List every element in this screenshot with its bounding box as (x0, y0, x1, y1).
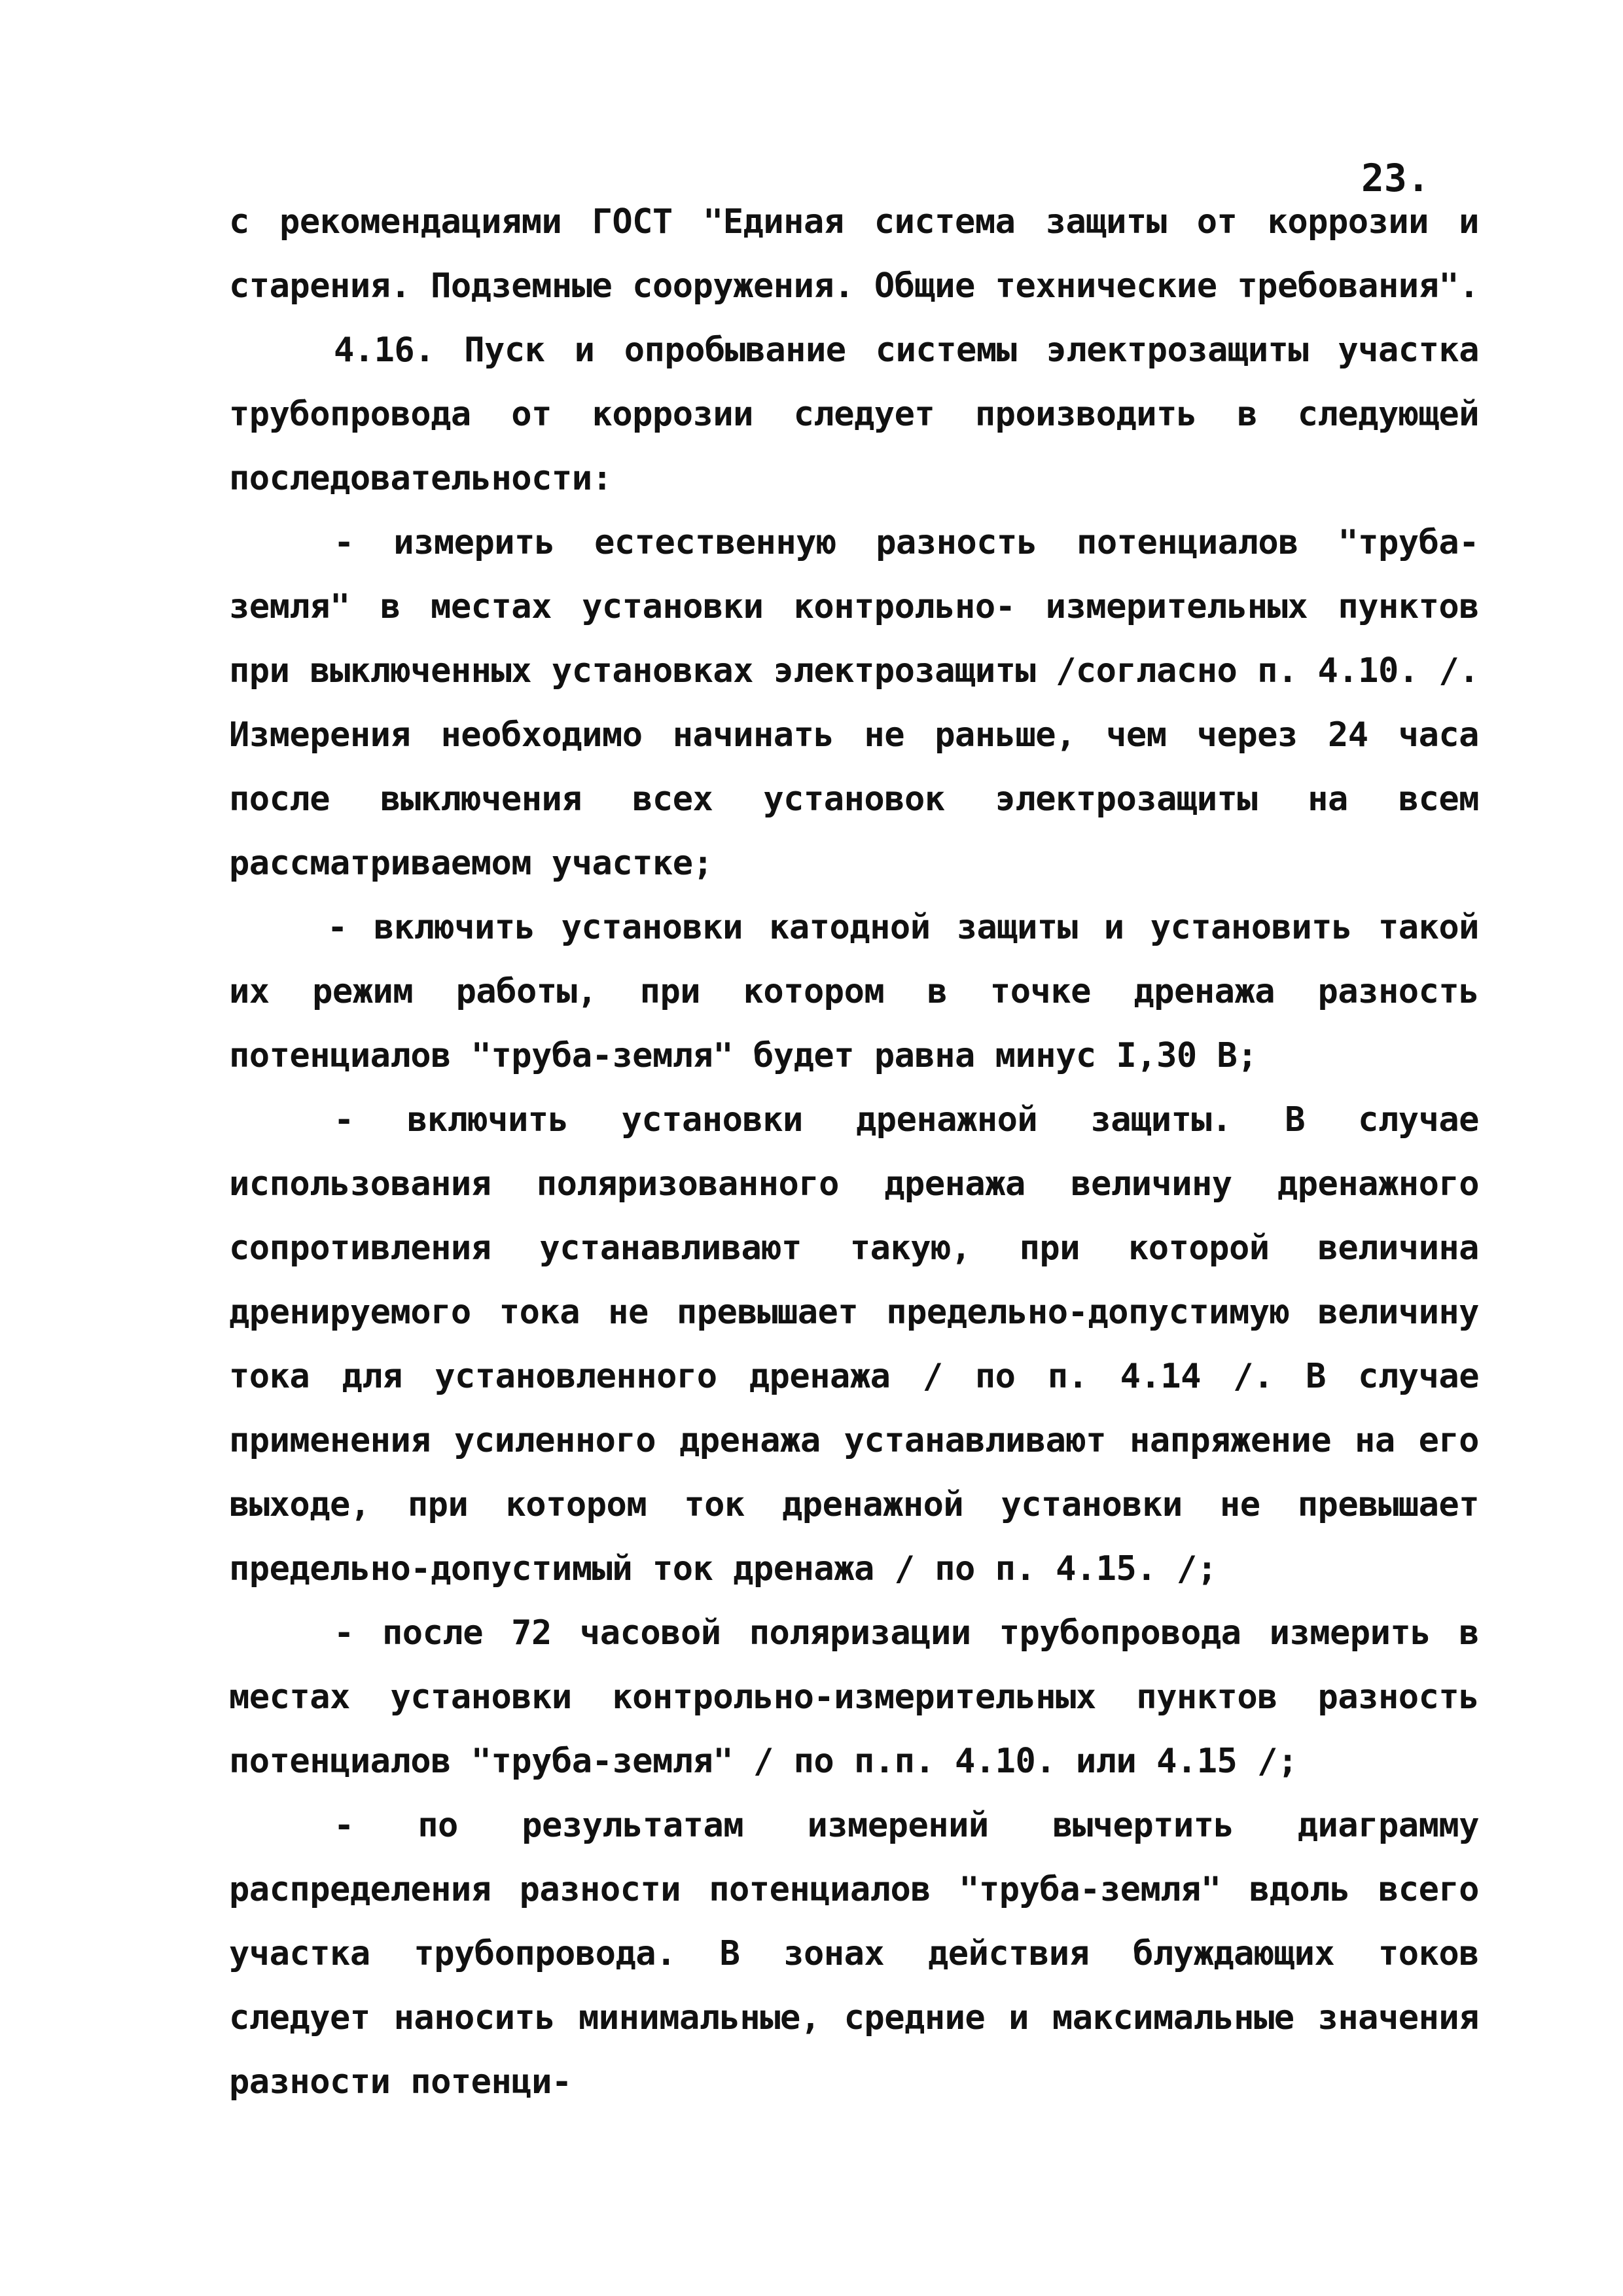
list-item-drainage-protection: - включить установки дренажной защиты. В случае использования поляризованного дренажа величину дренажного сопротивления устанавливают такую, при которой величина дренируемого тока не превышает предельно-допустимую величину тока для установленного дренажа / по п. 4.14 /. В случае применения усиленного дренажа устанавливают напряжение на его выходе, при котором ток дренажной установки не превышает предельно-допустимый ток дренажа / по п. 4.15. /; (229, 1100, 1479, 1588)
paragraph-section-4-16: 4.16. Пуск и опробывание системы электрозащиты участка трубопровода от коррозии следует производить в следующей последовательности: (229, 331, 1479, 498)
list-item-potential-diagram: - по результатам измерений вычертить диаграмму распределения разности потенциалов "труба-земля" вдоль всего участка трубопровода. В зонах действия блуждающих токов следует наносить минимальные, средние и максимальные значения разности потенци- (229, 1806, 1479, 2102)
list-item-cathodic-protection: - включить установки катодной защиты и установить такой их режим работы, при котором в точке дренажа разность потенциалов "труба-земля" будет равна минус I,30 В; (229, 908, 1479, 1075)
document-body (229, 190, 1479, 2114)
list-item-measure-natural-potential: - измерить естественную разность потенциалов "труба-земля" в местах установки контрольно- измерительных пунктов при выключенных установках электрозащиты /согласно п. 4.10. /. Измерения необходимо начинать не раньше, чем через 24 часа после выключения всех установок электрозащиты на всем рассматриваемом участке; (229, 523, 1480, 883)
page-number: 23. (1361, 156, 1430, 200)
paragraph-gost-reference: с рекомендациями ГОСТ "Единая система защиты от коррозии и старения. Подземные сооружения. Общие технические требования". (229, 202, 1480, 306)
list-item-polarization-measurement: - после 72 часовой поляризации трубопровода измерить в местах установки контрольно-измерительных пунктов разность потенциалов "труба-земля" / по п.п. 4.10. или 4.15 /; (229, 1613, 1479, 1781)
